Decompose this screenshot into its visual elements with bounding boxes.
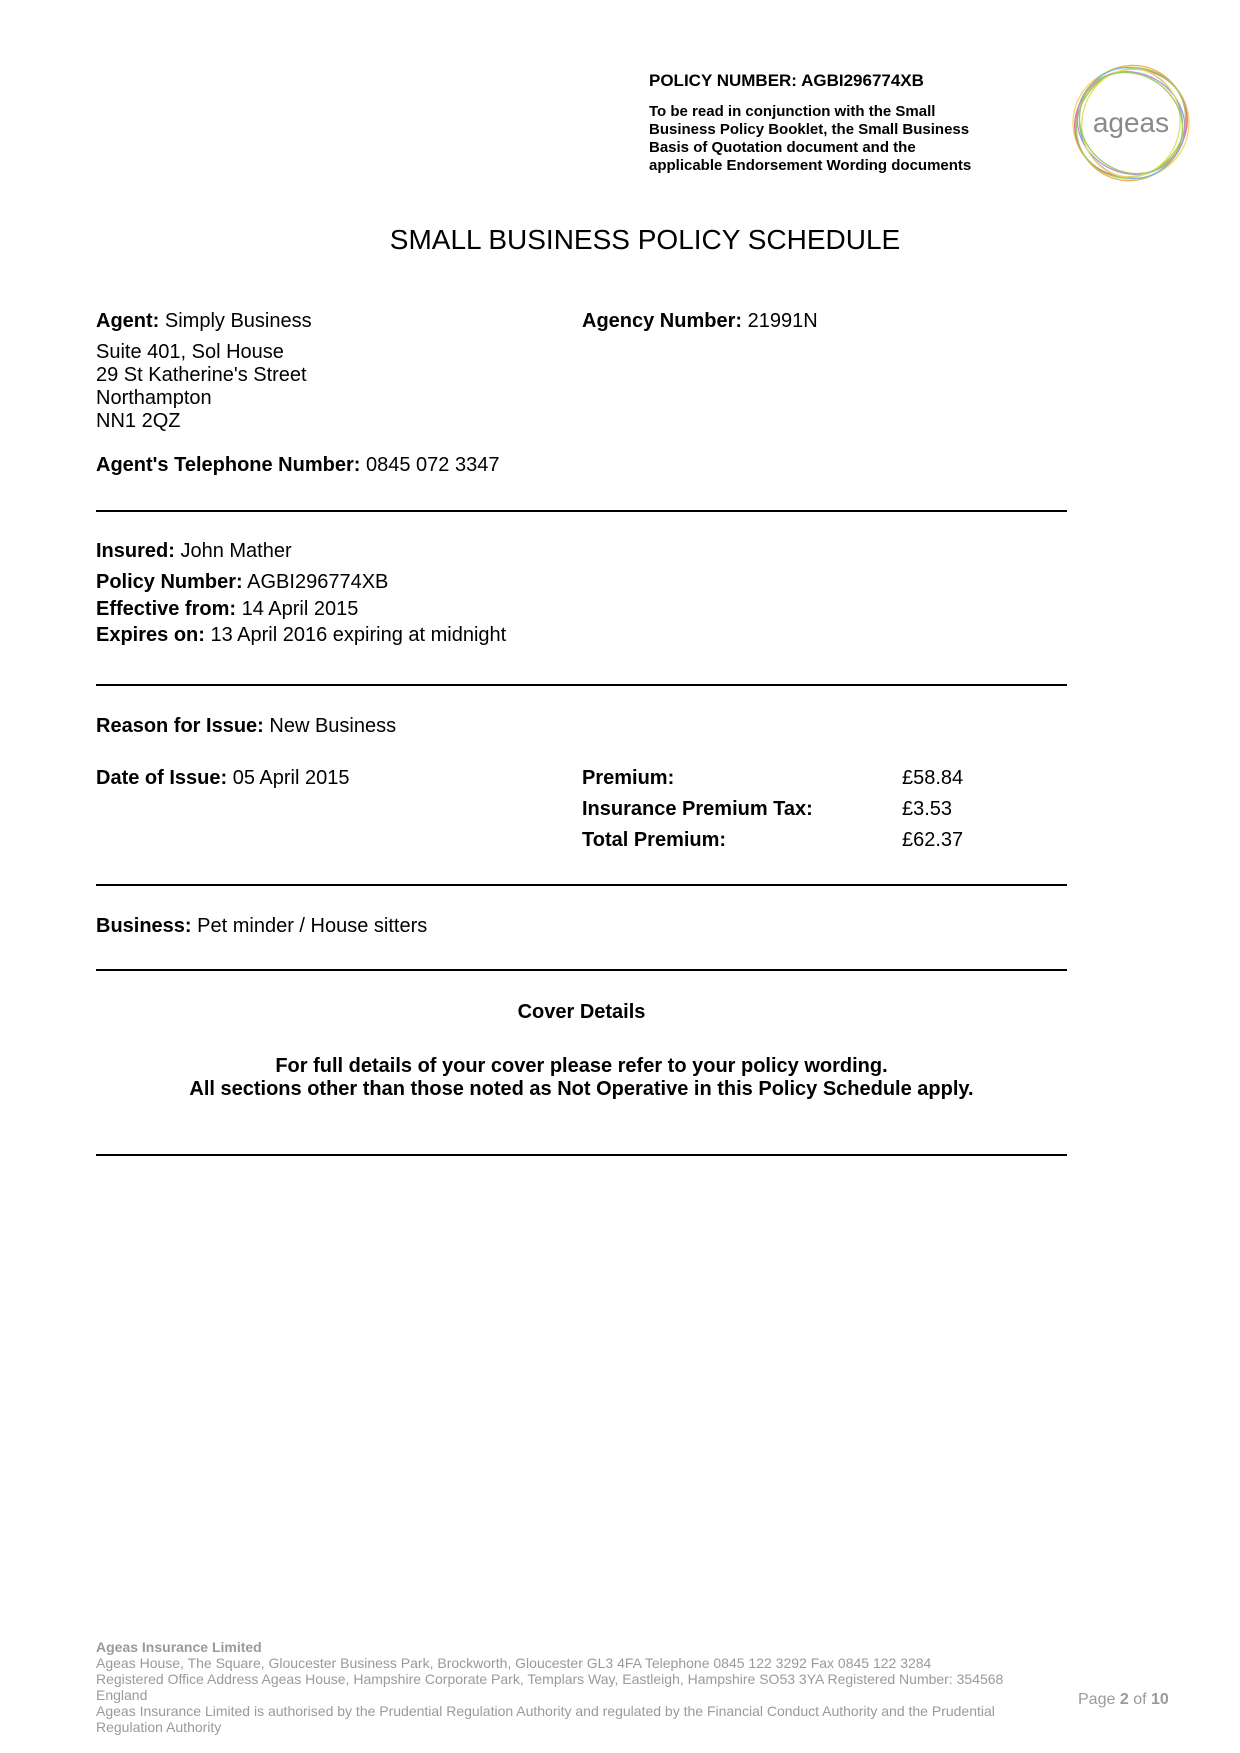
ageas-logo <box>1068 60 1194 186</box>
cover-line: For full details of your cover please refer to your policy wording. <box>275 1055 888 1077</box>
agent-phone-row <box>96 454 499 477</box>
agency-number-label: Agency Number: <box>582 310 743 332</box>
insured-label: Insured: <box>96 540 175 562</box>
page-current: 2 <box>1119 1691 1129 1708</box>
business-value: Pet minder / House sitters <box>197 915 428 937</box>
header-policy-number-value: AGBI296774XB <box>801 71 924 90</box>
insured-row <box>96 540 292 563</box>
reason-value: New Business <box>269 715 397 737</box>
agency-number-value: 21991N <box>747 310 818 332</box>
business-row <box>96 915 427 938</box>
page-of: of <box>1133 1691 1147 1708</box>
agent-label: Agent: <box>96 310 160 332</box>
reason-label: Reason for Issue: <box>96 715 264 737</box>
address-line: Northampton <box>96 387 212 409</box>
agent-row <box>96 310 312 333</box>
footer-line: Ageas Insurance Limited is authorised by the Prudential Regulation Authority and regulated by the Financial Conduct Authority and the Prudential <box>96 1703 995 1719</box>
effective-label: Effective from: <box>96 598 237 620</box>
footer-line: Ageas House, The Square, Gloucester Business Park, Brockworth, Gloucester GL3 4FA Telephone 0845 122 3292 Fax 0845 122 3284 <box>96 1655 932 1671</box>
footer <box>96 1639 1071 1735</box>
header-policy-number-label: POLICY NUMBER: <box>649 71 797 90</box>
page-number <box>1078 1691 1169 1709</box>
premium-value: £58.84 <box>902 767 964 789</box>
footer-line: Registered Office Address Ageas House, Hampshire Corporate Park, Templars Way, Eastleigh, Hampshire SO53 3YA Registered Number: 354568 <box>96 1671 1004 1687</box>
header-policy-number <box>649 71 924 91</box>
expires-value: 13 April 2016 expiring at midnight <box>210 624 507 646</box>
premium-label: Premium: <box>582 767 675 789</box>
expires-label: Expires on: <box>96 624 205 646</box>
address-line: 29 St Katherine's Street <box>96 364 307 386</box>
address-line: NN1 2QZ <box>96 410 181 432</box>
footer-line: England <box>96 1687 148 1703</box>
header-note <box>649 103 1029 175</box>
effective-row <box>96 598 358 621</box>
policy-number-row <box>96 571 388 594</box>
page-title: SMALL BUSINESS POLICY SCHEDULE <box>389 224 901 255</box>
divider <box>96 684 1067 686</box>
agent-address <box>96 341 307 433</box>
divider <box>96 510 1067 512</box>
agent-name: Simply Business <box>164 310 312 332</box>
header-note-line: applicable Endorsement Wording documents <box>649 157 972 174</box>
policy-number-label: Policy Number: <box>96 571 243 593</box>
insured-value: John Mather <box>180 540 292 562</box>
footer-company: Ageas Insurance Limited <box>96 1639 262 1655</box>
expires-row <box>96 624 506 647</box>
policy-number-value: AGBI296774XB <box>247 571 389 593</box>
page-prefix: Page <box>1078 1691 1116 1708</box>
ipt-label: Insurance Premium Tax: <box>582 798 813 820</box>
cover-details-title: Cover Details <box>517 1001 646 1023</box>
ipt-value: £3.53 <box>902 798 953 820</box>
agent-phone-value: 0845 072 3347 <box>365 454 500 476</box>
date-of-issue-row <box>96 767 349 790</box>
cover-details-text <box>96 1055 1067 1101</box>
effective-value: 14 April 2015 <box>241 598 359 620</box>
date-of-issue-value: 05 April 2015 <box>232 767 350 789</box>
header-note-line: Basis of Quotation document and the <box>649 139 916 156</box>
total-premium-label: Total Premium: <box>582 829 727 851</box>
divider <box>96 1154 1067 1156</box>
header-note-line: To be read in conjunction with the Small <box>649 103 936 120</box>
divider <box>96 969 1067 971</box>
agent-phone-label: Agent's Telephone Number: <box>96 454 361 476</box>
total-premium-value: £62.37 <box>902 829 964 851</box>
agency-number-row <box>582 310 818 333</box>
reason-row <box>96 715 396 738</box>
business-label: Business: <box>96 915 192 937</box>
address-line: Suite 401, Sol House <box>96 341 284 363</box>
date-of-issue-label: Date of Issue: <box>96 767 228 789</box>
logo-text: ageas <box>1092 107 1170 138</box>
divider <box>96 884 1067 886</box>
header-note-line: Business Policy Booklet, the Small Business <box>649 121 970 138</box>
cover-line: All sections other than those noted as Not Operative in this Policy Schedule apply. <box>189 1078 974 1100</box>
page-total: 10 <box>1150 1691 1169 1708</box>
footer-line: Regulation Authority <box>96 1719 222 1735</box>
